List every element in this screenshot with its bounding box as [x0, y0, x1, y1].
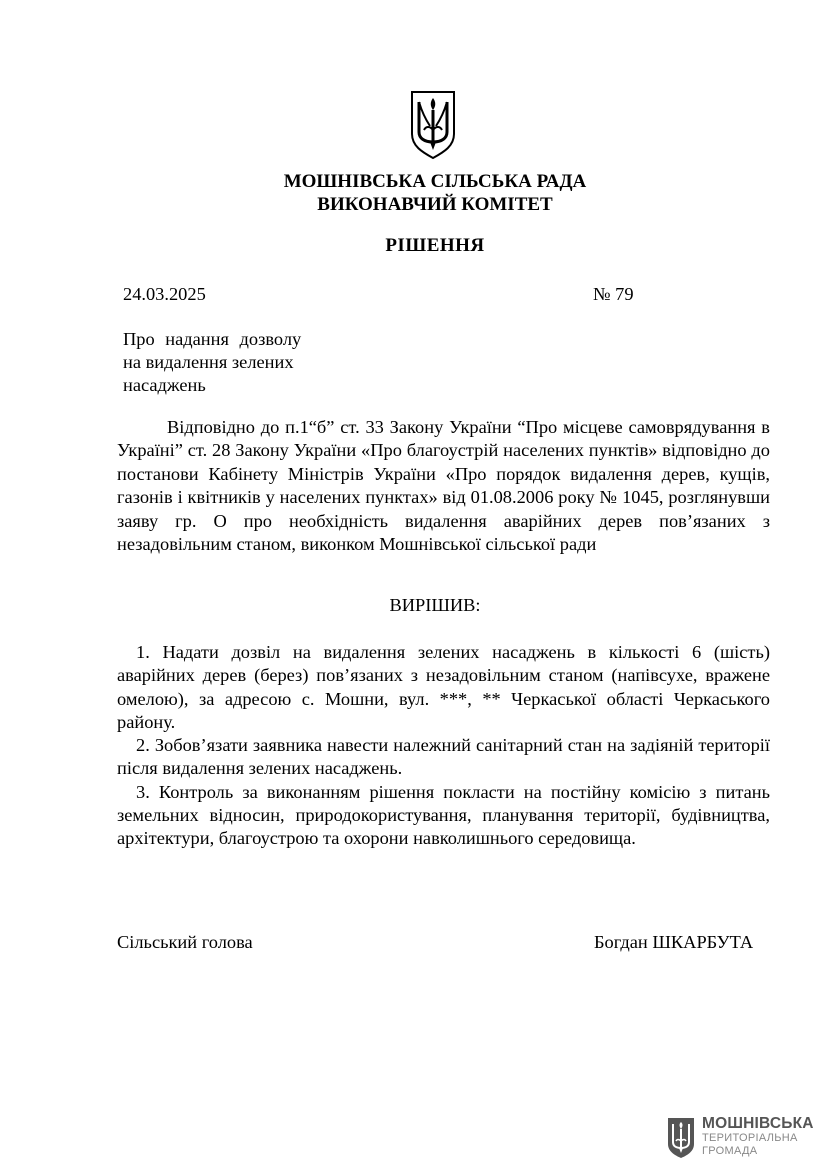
decision-number: № 79: [593, 284, 634, 304]
item-text: Зобов’язати заявника навести належний санітарний стан на задіяній території після видалення зелених насаджень.: [117, 735, 770, 779]
decision-date: 24.03.2025: [123, 284, 206, 304]
logo-subtitle: ТЕРИТОРІАЛЬНА: [702, 1132, 798, 1144]
subject-line: насаджень: [123, 375, 206, 395]
item-text: Надати дозвіл на видалення зелених насаджень в кількості 6 (шість) аварійних дерев (берез) пов’язаних з незадовільним станом (напівсухе, вражене омелою), за адресою с. Мошни, вул. ***, ** Черкаської області Черкаського району.: [117, 642, 770, 732]
resolved-heading: ВИРІШИВ:: [389, 595, 481, 615]
subject-line: Про надання дозволу: [123, 329, 302, 349]
logo-subtitle: ГРОМАДА: [702, 1145, 758, 1157]
document-type-title: РІШЕННЯ: [385, 235, 485, 256]
decision-subject: [123, 328, 343, 397]
item-number: 2.: [136, 735, 150, 756]
resolution-item: [117, 641, 770, 734]
trident-coat-of-arms-icon: [408, 90, 458, 160]
logo-title: МОШНІВСЬКА: [702, 1115, 814, 1132]
community-logo: [666, 1115, 816, 1161]
trident-logo-icon: [666, 1117, 696, 1159]
resolution-items: [117, 641, 770, 851]
organization-name: МОШНІВСЬКА СІЛЬСЬКА РАДА: [283, 171, 587, 192]
executive-committee-name: ВИКОНАВЧИЙ КОМІТЕТ: [317, 194, 553, 215]
resolution-item: [117, 781, 770, 851]
signatory-name: Богдан ШКАРБУТА: [594, 932, 754, 952]
preamble-paragraph: Відповідно до п.1“б” ст. 33 Закону України “Про місцеве самоврядування в Україні” ст. 28 Закону України «Про благоустрій населених пунктів» відповідно до постанови Кабінету Міністрів України «Про порядок видалення дерев, кущів, газонів і квітників у населених пунктах» від 01.08.2006 року № 1045, розглянувши заяву гр. О про необхідність видалення аварійних дерев пов’язаних з незадовільним станом, виконком Мошнівської сільської ради: [117, 417, 770, 555]
item-number: 1.: [136, 642, 150, 662]
item-text: Контроль за виконанням рішення покласти на постійну комісію з питань земельних відносин, природокористування, планування території, будівництва, архітектури, благоустрою та охорони навколишнього середовища.: [117, 781, 770, 849]
item-number: 3.: [136, 781, 150, 802]
subject-line: на видалення зелених: [123, 352, 294, 372]
resolution-item: [117, 734, 770, 781]
signatory-position: Сільський голова: [117, 932, 253, 952]
